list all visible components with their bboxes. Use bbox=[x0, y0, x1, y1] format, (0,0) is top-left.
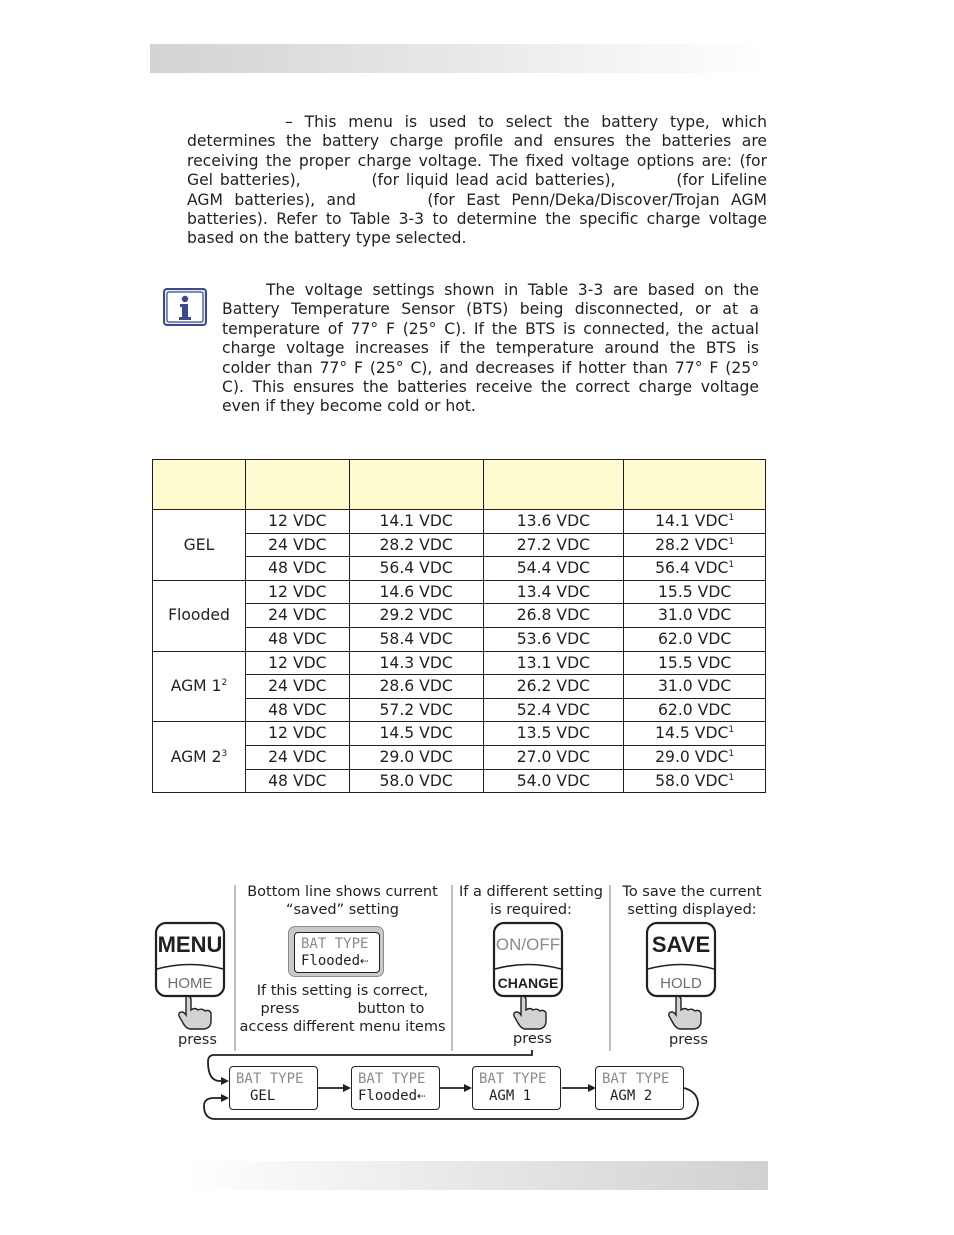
cell-value: 29.0 VDC bbox=[655, 747, 729, 766]
option-line-2: AGM 1 bbox=[489, 1088, 532, 1104]
option-line-1: BAT TYPE bbox=[479, 1071, 547, 1087]
cell-value: 31.0 VDC bbox=[657, 606, 732, 625]
cell-value: 58.4 VDC bbox=[379, 629, 453, 648]
battery-type-label: Flooded bbox=[168, 606, 230, 625]
saved-arrow-icon: ⇠ bbox=[417, 1088, 426, 1104]
onoff-change-button[interactable] bbox=[494, 923, 562, 996]
battery-type-label: GEL bbox=[183, 535, 215, 554]
option-value: Flooded bbox=[358, 1088, 418, 1104]
saved-arrow-icon: ⇠ bbox=[360, 953, 369, 969]
cell-value: 56.4 VDC bbox=[379, 559, 453, 578]
menu-button-label: MENU bbox=[157, 932, 223, 957]
cell-value: 24 VDC bbox=[268, 606, 327, 625]
cell-value: 31.0 VDC bbox=[657, 677, 732, 696]
cell-value: 26.2 VDC bbox=[516, 677, 590, 696]
option-line-2: GEL bbox=[250, 1088, 276, 1104]
cell-value: 14.5 VDC bbox=[655, 724, 729, 743]
cell-value: 48 VDC bbox=[268, 700, 327, 719]
footnote-marker: 1 bbox=[728, 772, 735, 783]
cell-value: 13.5 VDC bbox=[516, 724, 590, 743]
cell-value: 24 VDC bbox=[268, 535, 327, 554]
cell-value: 13.6 VDC bbox=[516, 512, 590, 530]
cell-value: 52.4 VDC bbox=[516, 700, 590, 719]
save-label: SAVE bbox=[651, 932, 711, 957]
caption-line-1: If this setting is correct, bbox=[256, 983, 429, 999]
flooded-description: (for liquid lead acid batteries), bbox=[371, 171, 616, 190]
footnote-marker: 1 bbox=[728, 748, 735, 759]
footnote-marker: 2 bbox=[221, 678, 228, 689]
save-button[interactable] bbox=[647, 923, 715, 996]
gel-description: (for Gel batteries), bbox=[187, 151, 767, 190]
cell-value: 48 VDC bbox=[268, 559, 327, 578]
option-display-agm1 bbox=[472, 1066, 561, 1110]
lcd-display bbox=[288, 926, 384, 977]
cell-value: 48 VDC bbox=[268, 771, 327, 790]
cell-value: 15.5 VDC bbox=[657, 582, 732, 601]
home-label: HOME bbox=[167, 975, 213, 992]
lcd-value: Flooded bbox=[301, 953, 361, 969]
agm1-description-a: (for bbox=[676, 171, 704, 190]
option-display-gel bbox=[229, 1066, 318, 1110]
cell-value: 27.0 VDC bbox=[516, 747, 590, 766]
cell-value: 24 VDC bbox=[268, 677, 327, 696]
lcd-line-2 bbox=[301, 953, 368, 969]
cell-value: 12 VDC bbox=[268, 653, 327, 672]
intro-lead-text: – This menu is used to select the battery type, which determines the battery charge profile and ensures the batteries are receiving the proper charge voltage. The fixed voltage options are: bbox=[187, 113, 767, 170]
option-line-1: BAT TYPE bbox=[602, 1071, 670, 1087]
cell-value: 13.4 VDC bbox=[516, 582, 590, 601]
lcd-line-1: BAT TYPE bbox=[301, 936, 369, 952]
cell-value: 29.0 VDC bbox=[379, 747, 453, 766]
cell-value: 14.1 VDC bbox=[655, 512, 729, 530]
cell-value: 58.0 VDC bbox=[655, 771, 729, 790]
option-line-1: BAT TYPE bbox=[236, 1071, 304, 1087]
cell-value: 24 VDC bbox=[268, 747, 327, 766]
pointing-hand-icon bbox=[669, 996, 701, 1029]
caption-line-3: access different menu items bbox=[239, 1019, 446, 1035]
cell-value: 14.1 VDC bbox=[379, 512, 453, 530]
cell-value: 62.0 VDC bbox=[657, 700, 732, 719]
press-label: press bbox=[178, 1032, 217, 1048]
save-setting-caption: To save the current setting displayed: bbox=[622, 884, 762, 918]
footnote-marker: 1 bbox=[728, 513, 735, 523]
pointing-hand-icon bbox=[514, 996, 546, 1029]
cell-value: 54.0 VDC bbox=[516, 771, 590, 790]
cell-value: 28.2 VDC bbox=[655, 535, 729, 554]
footer-bar bbox=[186, 1161, 768, 1190]
cell-value: 12 VDC bbox=[268, 512, 327, 530]
change-label: CHANGE bbox=[497, 975, 559, 991]
note-text: The voltage settings shown in Table 3-3 are based on the Battery Temperature Sensor (BTS) being disconnected, or at a temperature of 77° F (25° C). If the BTS is connected, the actual charge voltage increases if the temperature around the BTS is colder than 77° F (25° C), and decreases if hotter than 77° F (25° C). This ensures the batteries receive the correct charge voltage even if they become cold or hot. bbox=[222, 281, 759, 416]
lcd-screen bbox=[294, 932, 380, 973]
cell-value: 14.3 VDC bbox=[379, 653, 453, 672]
caption-line-2 bbox=[236, 1000, 449, 1018]
cell-value: 62.0 VDC bbox=[657, 629, 732, 648]
cell-value: 58.0 VDC bbox=[379, 771, 453, 790]
cell-value: 28.6 VDC bbox=[379, 677, 453, 696]
battery-type-label: AGM 2 bbox=[170, 747, 222, 766]
cell-value: 56.4 VDC bbox=[655, 559, 729, 578]
option-line-1: BAT TYPE bbox=[358, 1071, 426, 1087]
correct-setting-caption bbox=[236, 982, 449, 1036]
caption-press: press bbox=[260, 1001, 300, 1017]
pointing-hand-icon bbox=[179, 996, 211, 1029]
cell-value: 54.4 VDC bbox=[516, 559, 590, 578]
cell-value: 27.2 VDC bbox=[516, 535, 590, 554]
cell-value: 14.5 VDC bbox=[379, 724, 453, 743]
cell-value: 26.8 VDC bbox=[516, 606, 590, 625]
footnote-marker: 1 bbox=[728, 725, 735, 736]
footnote-marker: 3 bbox=[221, 748, 228, 759]
cell-value: 15.5 VDC bbox=[657, 653, 732, 672]
press-label: press bbox=[669, 1032, 708, 1048]
cell-value: 29.2 VDC bbox=[379, 606, 453, 625]
agm2-description: (for East Penn/Deka/Discover/Trojan AGM batteries). Refer to Table 3-3 to determine the specific charge voltage based on the battery type selected. bbox=[187, 190, 767, 248]
footnote-marker: 1 bbox=[728, 560, 735, 571]
cell-value: 12 VDC bbox=[268, 582, 327, 601]
cell-value: 48 VDC bbox=[268, 629, 327, 648]
agm1-description-b: Lifeline AGM batteries), and bbox=[187, 171, 767, 209]
cell-value: 28.2 VDC bbox=[379, 535, 453, 554]
onoff-label: ON/OFF bbox=[495, 935, 561, 954]
cell-value: 57.2 VDC bbox=[379, 700, 453, 719]
cell-value: 53.6 VDC bbox=[516, 629, 590, 648]
caption-button-to: button to bbox=[357, 1001, 425, 1017]
footnote-marker: 1 bbox=[728, 536, 735, 547]
hold-label: HOLD bbox=[660, 975, 702, 992]
menu-button[interactable] bbox=[156, 923, 224, 996]
option-display-agm2 bbox=[595, 1066, 684, 1110]
option-display-flooded bbox=[351, 1066, 440, 1110]
cell-value: 13.1 VDC bbox=[516, 653, 590, 672]
different-setting-caption: If a different setting is required: bbox=[459, 884, 603, 918]
option-line-2 bbox=[358, 1088, 425, 1104]
saved-setting-caption: Bottom line shows current “saved” setting bbox=[247, 884, 438, 918]
battery-type-label: AGM 1 bbox=[170, 677, 222, 696]
press-label: press bbox=[513, 1031, 552, 1047]
cell-value: 12 VDC bbox=[268, 724, 327, 743]
option-line-2: AGM 2 bbox=[610, 1088, 653, 1104]
cell-value: 14.6 VDC bbox=[379, 582, 453, 601]
